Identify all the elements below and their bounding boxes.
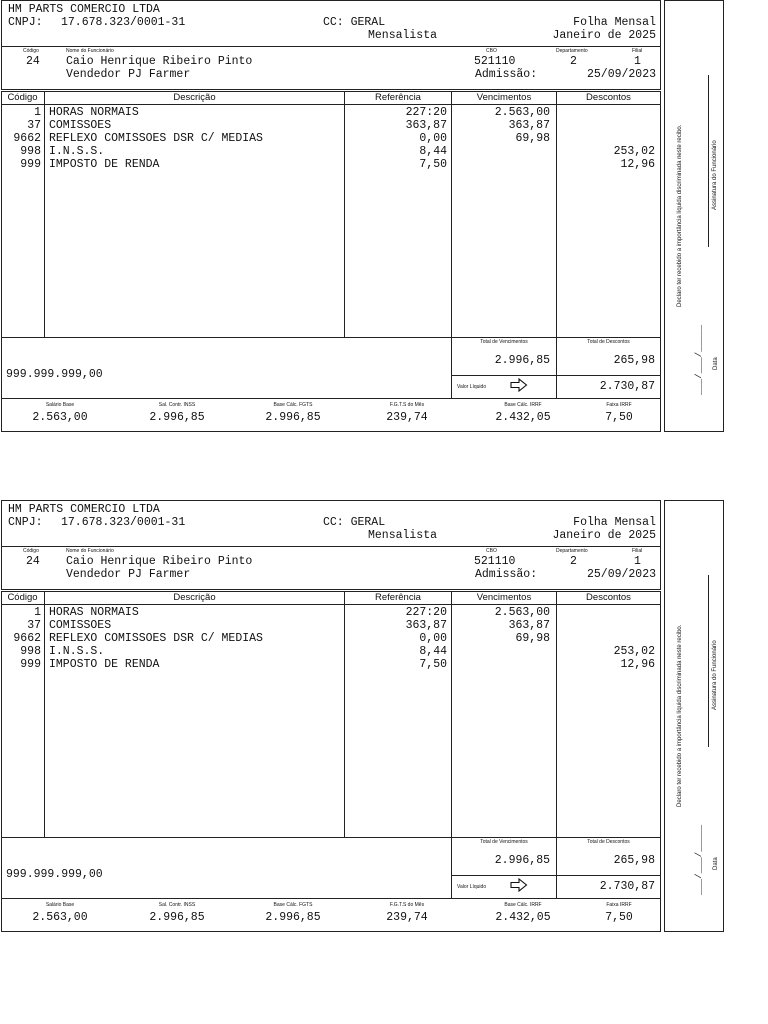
col-header-ref: Referência [375,592,421,603]
row-earn: 363,87 [508,119,550,132]
sheet-type: Folha Mensal [573,516,656,529]
message-value: 999.999.999,00 [6,368,103,381]
row-desc: IMPOSTO DE RENDA [49,658,160,671]
cnpj-label: CNPJ: [8,516,43,529]
receipt-declaration: Declaro ter recebido a importância líquida discriminada neste recibo. [677,624,683,807]
date-field[interactable]: ___/___/_____ [694,824,704,895]
branch-value: 1 [634,555,641,568]
row-code: 998 [20,145,41,158]
inss-base-value: 2.996,85 [149,411,205,424]
row-code: 998 [20,645,41,658]
payslip-1 [0,0,768,434]
net-value: 2.730,87 [599,380,655,393]
footer-label: Salário Base [45,902,75,908]
irrf-band-value: 7,50 [605,911,633,924]
row-ref: 363,87 [405,119,447,132]
col-header-code: Código [7,592,38,603]
footer-label: Base Cálc. IRRF [504,402,542,408]
row-desc: COMISSOES [49,119,112,132]
fgts-base-value: 2.996,85 [265,911,321,924]
admission-date: 25/09/2023 [586,568,656,581]
arrow-right-icon [510,378,528,392]
signature-label: Assinatura do Funcionário [712,640,718,710]
row-earn: 363,87 [508,619,550,632]
total-ded-label: Total de Descontos [587,839,630,845]
cbo-value: 521110 [474,555,516,568]
row-desc: IMPOSTO DE RENDA [49,158,160,171]
name-label: Nome do Funcionário [66,48,114,54]
row-code: 37 [27,119,41,132]
footer-label: Base Cálc. IRRF [504,902,542,908]
cnpj-value: 17.678.323/0001-31 [61,16,186,29]
net-value: 2.730,87 [599,880,655,893]
row-ref: 227:20 [405,106,447,119]
employee-role: Vendedor PJ Farmer [66,568,191,581]
col-header-ref: Referência [375,92,421,103]
employee-name: Caio Henrique Ribeiro Pinto [66,55,253,68]
row-ref: 7,50 [419,658,447,671]
row-ref: 0,00 [419,632,447,645]
row-desc: COMISSOES [49,619,112,632]
employee-code: 24 [26,55,40,68]
employee-code: 24 [26,555,40,568]
signature-line[interactable] [708,75,709,247]
row-ref: 227:20 [405,606,447,619]
cbo-label: CBO [486,48,497,54]
footer-label: Sal. Contr. INSS [158,402,196,408]
fgts-month-value: 239,74 [386,411,428,424]
col-header-desc: Descrição [173,92,216,103]
sheet-type: Folha Mensal [573,16,656,29]
employee-name: Caio Henrique Ribeiro Pinto [66,555,253,568]
company-name: HM PARTS COMERCIO LTDA [8,503,160,516]
total-earn-value: 2.996,85 [494,354,550,367]
row-desc: REFLEXO COMISSOES DSR C/ MEDIAS [49,632,263,645]
period: Janeiro de 2025 [552,29,656,42]
employee-role: Vendedor PJ Farmer [66,68,191,81]
arrow-right-icon [510,878,528,892]
dept-label: Departamento [556,48,588,54]
cnpj-label: CNPJ: [8,16,43,29]
admission-label: Admissão: [475,68,538,81]
footer-label: Base Cálc. FGTS [273,902,313,908]
dept-label: Departamento [556,548,588,554]
row-code: 999 [20,658,41,671]
row-earn: 2.563,00 [494,606,550,619]
cbo-label: CBO [486,548,497,554]
row-ref: 363,87 [405,619,447,632]
col-header-desc: Descrição [173,592,216,603]
row-ded: 253,02 [613,645,655,658]
row-ref: 8,44 [419,645,447,658]
row-desc: REFLEXO COMISSOES DSR C/ MEDIAS [49,132,263,145]
period: Janeiro de 2025 [552,529,656,542]
row-desc: I.N.S.S. [49,645,105,658]
row-code: 999 [20,158,41,171]
row-ded: 253,02 [613,145,655,158]
row-code: 1 [34,106,41,119]
signature-label: Assinatura do Funcionário [712,140,718,210]
total-earn-label: Total de Vencimentos [480,339,528,345]
total-earn-label: Total de Vencimentos [480,839,528,845]
net-value-label: Valor Líquido [457,884,487,890]
category: Mensalista [368,529,438,542]
admission-label: Admissão: [475,568,538,581]
col-header-code: Código [7,92,38,103]
dept-value: 2 [570,555,577,568]
fgts-base-value: 2.996,85 [265,411,321,424]
row-ref: 7,50 [419,158,447,171]
row-desc: HORAS NORMAIS [49,606,139,619]
row-ded: 12,96 [620,158,655,171]
row-code: 1 [34,606,41,619]
footer-label: Base Cálc. FGTS [273,402,313,408]
row-earn: 69,98 [515,132,550,145]
row-earn: 2.563,00 [494,106,550,119]
date-label: Data [713,357,719,370]
cost-center: CC: GERAL [323,516,386,529]
admission-date: 25/09/2023 [586,68,656,81]
fgts-month-value: 239,74 [386,911,428,924]
date-field[interactable]: ___/___/_____ [694,324,704,395]
message-value: 999.999.999,00 [6,868,103,881]
branch-value: 1 [634,55,641,68]
total-ded-label: Total de Descontos [587,339,630,345]
dept-value: 2 [570,55,577,68]
total-earn-value: 2.996,85 [494,854,550,867]
irrf-band-value: 7,50 [605,411,633,424]
cbo-value: 521110 [474,55,516,68]
footer-label: F.G.T.S do Mês [389,902,425,908]
footer-label: Salário Base [45,402,75,408]
payslip-2 [0,500,768,934]
date-label: Data [713,857,719,870]
total-ded-value: 265,98 [613,854,655,867]
row-code: 9662 [13,132,41,145]
footer-label: F.G.T.S do Mês [389,402,425,408]
row-desc: HORAS NORMAIS [49,106,139,119]
footer-label: Sal. Contr. INSS [158,902,196,908]
cost-center: CC: GERAL [323,16,386,29]
irrf-base-value: 2.432,05 [495,411,551,424]
col-header-ded: Descontos [586,592,631,603]
net-value-label: Valor Líquido [457,384,487,390]
row-ref: 0,00 [419,132,447,145]
row-desc: I.N.S.S. [49,145,105,158]
row-code: 37 [27,619,41,632]
row-earn: 69,98 [515,632,550,645]
inss-base-value: 2.996,85 [149,911,205,924]
category: Mensalista [368,29,438,42]
signature-line[interactable] [708,575,709,747]
total-ded-value: 265,98 [613,354,655,367]
branch-label: Filial [632,548,643,554]
row-code: 9662 [13,632,41,645]
irrf-base-value: 2.432,05 [495,911,551,924]
salary-base-value: 2.563,00 [32,411,88,424]
name-label: Nome do Funcionário [66,548,114,554]
branch-label: Filial [632,48,643,54]
col-header-ded: Descontos [586,92,631,103]
row-ref: 8,44 [419,145,447,158]
row-ded: 12,96 [620,658,655,671]
col-header-earn: Vencimentos [476,92,532,103]
receipt-declaration: Declaro ter recebido a importância líquida discriminada neste recibo. [677,124,683,307]
cnpj-value: 17.678.323/0001-31 [61,516,186,529]
code-label: Código [23,548,39,554]
footer-label: Faixa IRRF [606,402,632,408]
col-header-earn: Vencimentos [476,592,532,603]
footer-label: Faixa IRRF [606,902,632,908]
code-label: Código [23,48,39,54]
company-name: HM PARTS COMERCIO LTDA [8,3,160,16]
salary-base-value: 2.563,00 [32,911,88,924]
